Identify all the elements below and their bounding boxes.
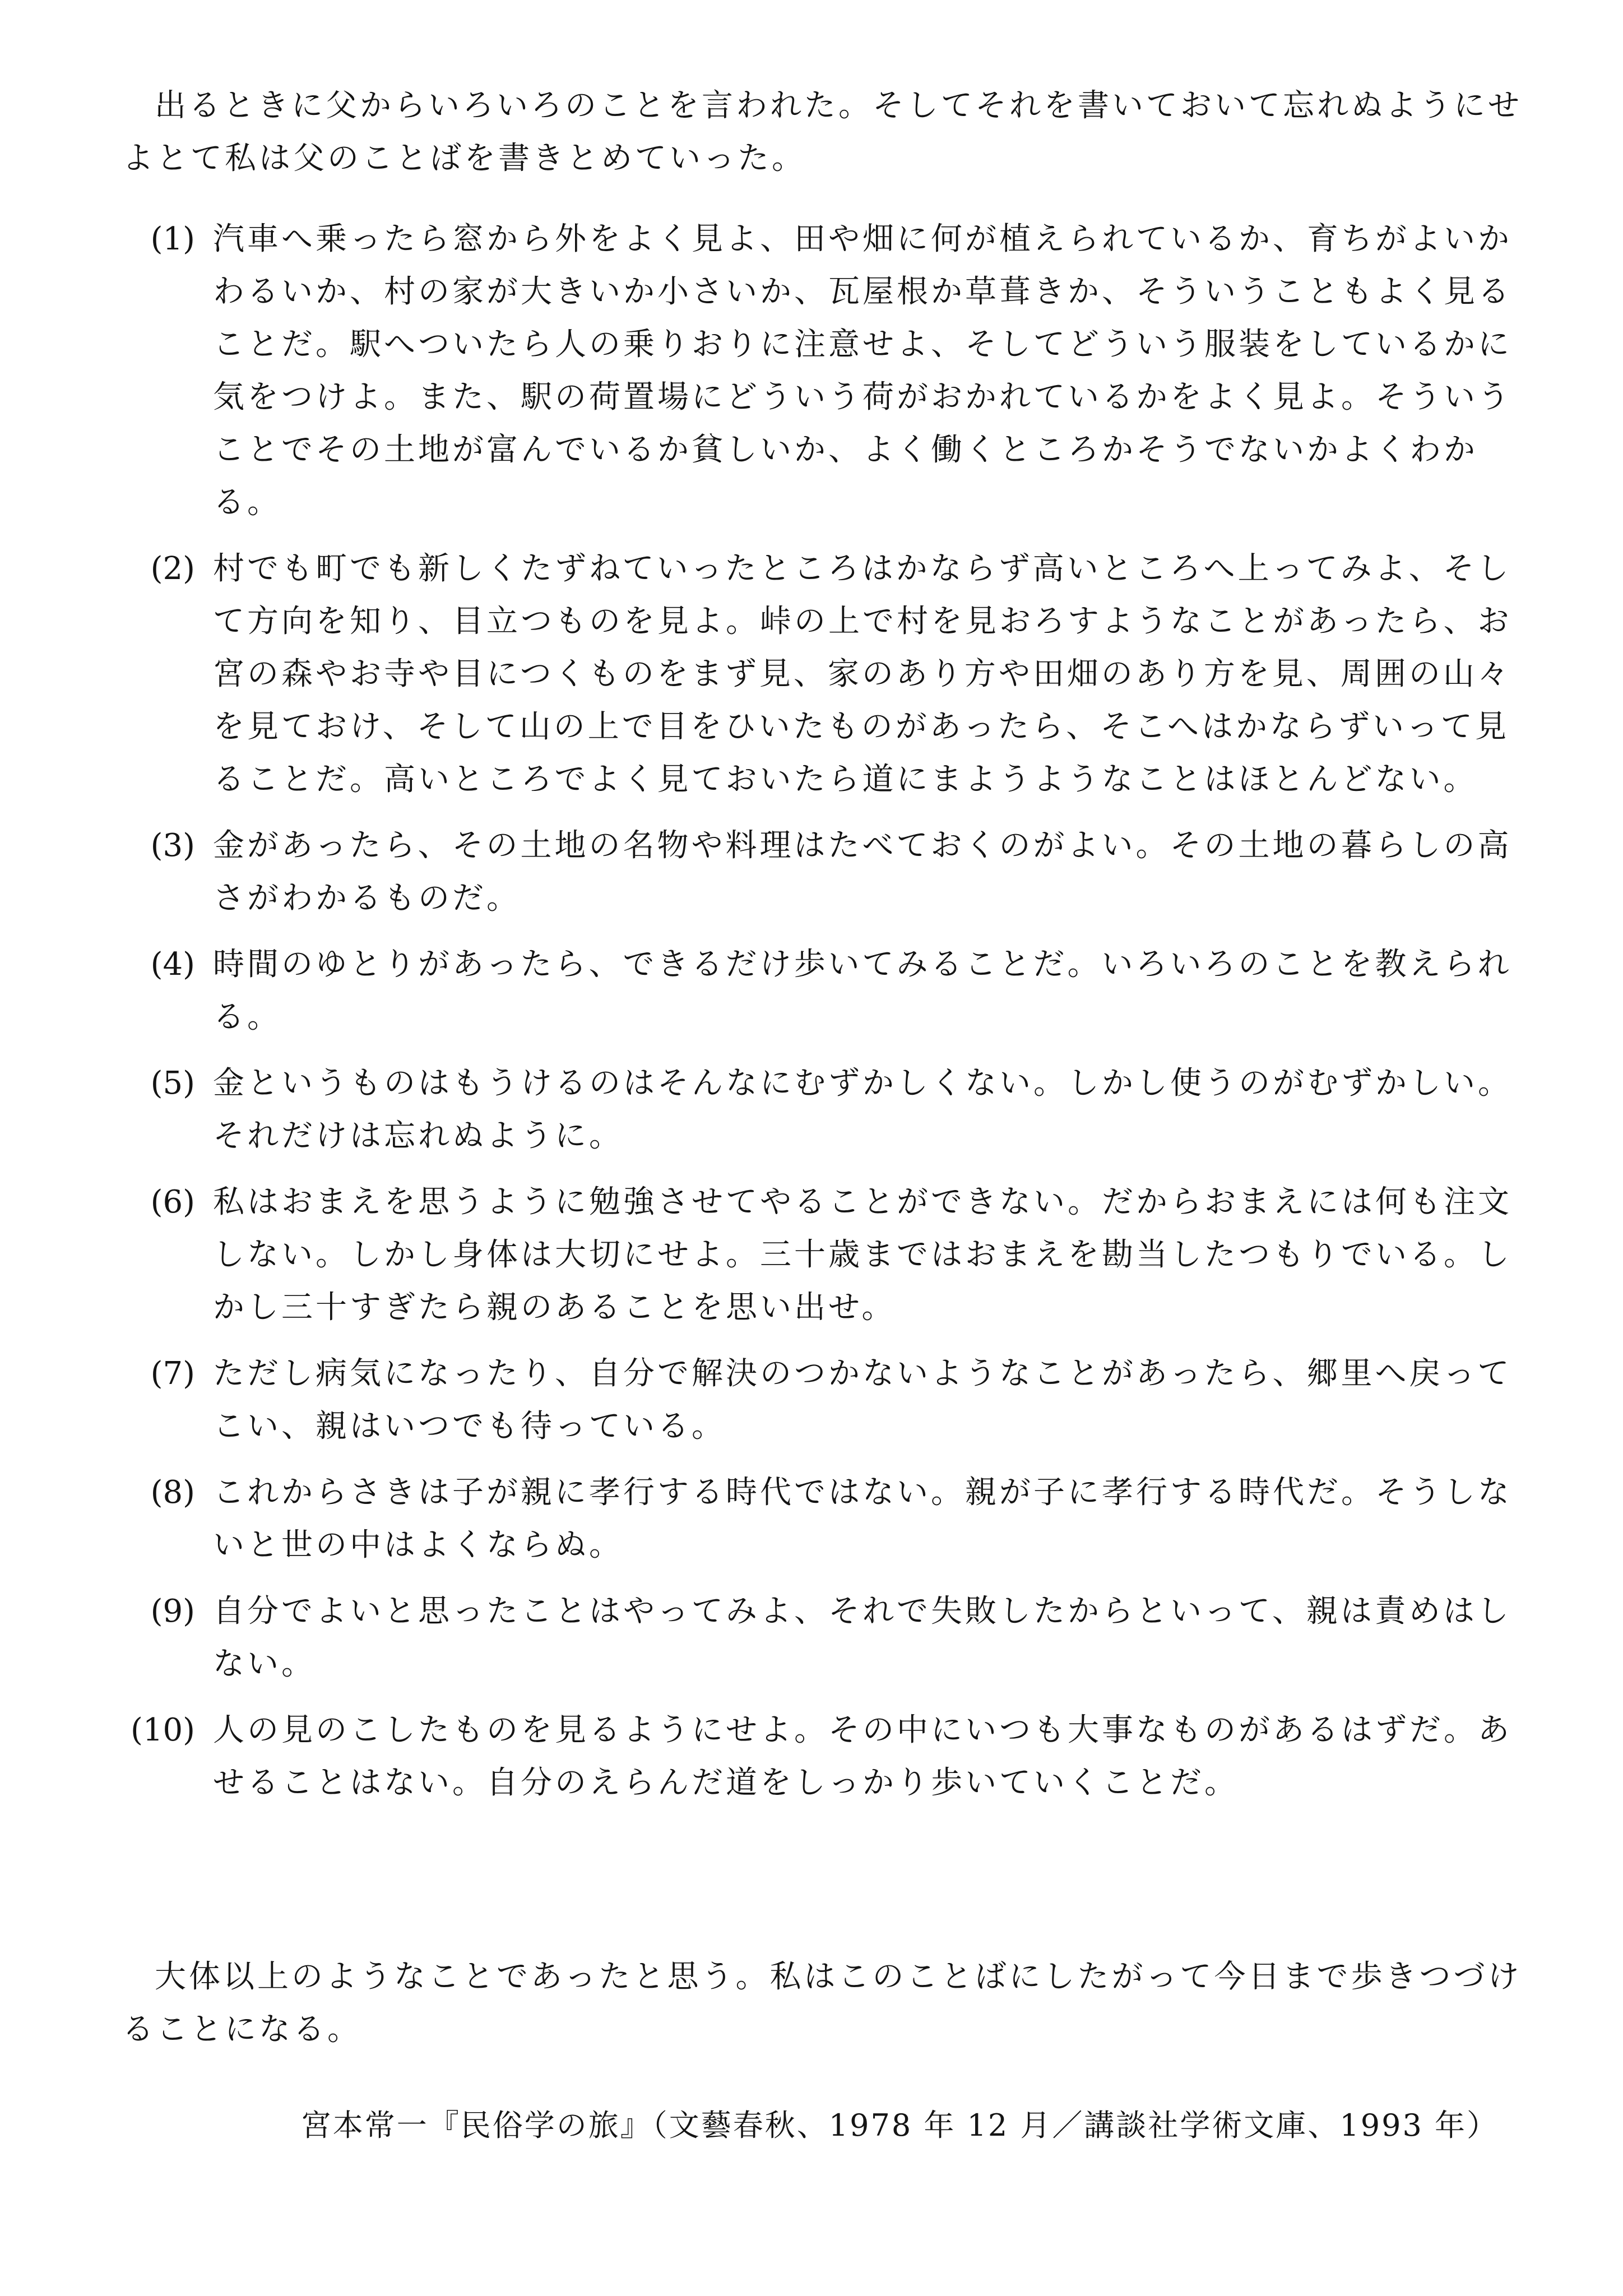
item-text: 時間のゆとりがあったら、できるだけ歩いてみることだ。いろいろのことを教えられる。 <box>213 946 1512 1035</box>
intro-paragraph: 出るときに父からいろいろのことを言われた。そしてそれを書いておいて忘れぬようにせよとて私は父のことばを書きとめていった。 <box>122 87 1522 177</box>
item-number: (8) <box>150 1474 195 1511</box>
item-text: ただし病気になったり、自分で解決のつかないようなことがあったら、郷里へ戻ってこい、親はいつでも待っている。 <box>213 1355 1512 1445</box>
list-item <box>122 1466 1523 1572</box>
item-number: (10) <box>131 1712 195 1748</box>
list-item <box>122 938 1523 1044</box>
item-text: これからさきは子が親に孝行する時代ではない。親が子に孝行する時代だ。そうしないと世の中はよくならぬ。 <box>213 1474 1512 1563</box>
list-item <box>122 1704 1523 1809</box>
item-text: 私はおまえを思うように勉強させてやることができない。だからおまえには何も注文しない。しかし身体は大切にせよ。三十歳まではおまえを勘当したつもりでいる。しかし三十すぎたら親のあることを思い出せ。 <box>213 1184 1512 1326</box>
list-item <box>122 1585 1523 1691</box>
advice-list <box>122 213 1523 1823</box>
item-number: (3) <box>150 827 195 864</box>
item-number: (5) <box>150 1065 195 1101</box>
list-item <box>122 543 1523 806</box>
item-text: 金があったら、その土地の名物や料理はたべておくのがよい。その土地の暮らしの高さがわかるものだ。 <box>213 827 1512 916</box>
list-item <box>122 1057 1523 1163</box>
list-item <box>122 213 1523 529</box>
item-number: (2) <box>150 550 195 587</box>
item-text: 人の見のこしたものを見るようにせよ。その中にいつも大事なものがあるはずだ。あせることはない。自分のえらんだ道をしっかり歩いていくことだ。 <box>213 1712 1512 1801</box>
item-text: 汽車へ乗ったら窓から外をよく見よ、田や畑に何が植えられているか、育ちがよいかわるいか、村の家が大きいか小さいか、瓦屋根か草葺きか、そういうこともよく見ることだ。駅へついたら人の乗りおりに注意せよ、そしてどういう服装をしているかに気をつけよ。また、駅の荷置場にどういう荷がおかれているかをよく見よ。そういうことでその土地が富んでいるか貧しいか、よく働くところかそうでないかよくわかる。 <box>213 221 1512 521</box>
item-text: 金というものはもうけるのはそんなにむずかしくない。しかし使うのがむずかしい。それだけは忘れぬように。 <box>213 1065 1512 1154</box>
source-citation: 宮本常一『民俗学の旅』（文藝春秋、1978 年 12 月／講談社学術文庫、1993 年） <box>300 2108 1499 2143</box>
item-text: 村でも町でも新しくたずねていったところはかならず高いところへ上ってみよ、そして方向を知り、目立つものを見よ。峠の上で村を見おろすようなことがあったら、お宮の森やお寺や目につくものをまず見、家のあり方や田畑のあり方を見、周囲の山々を見ておけ、そして山の上で目をひいたものがあったら、そこへはかならずいって見ることだ。高いところでよく見ておいたら道にまようようなことはほとんどない。 <box>213 550 1512 798</box>
closing-paragraph: 大体以上のようなことであったと思う。私はこのことばにしたがって今日まで歩きつづけることになる。 <box>122 1959 1522 2048</box>
item-number: (7) <box>150 1355 195 1392</box>
item-number: (4) <box>150 946 195 983</box>
item-number: (6) <box>150 1184 195 1220</box>
item-text: 自分でよいと思ったことはやってみよ、それで失敗したからといって、親は責めはしない。 <box>213 1593 1511 1682</box>
item-number: (1) <box>150 221 195 257</box>
item-number: (9) <box>150 1593 195 1630</box>
list-item <box>122 1348 1523 1453</box>
list-item <box>122 1176 1523 1334</box>
list-item <box>122 820 1523 925</box>
